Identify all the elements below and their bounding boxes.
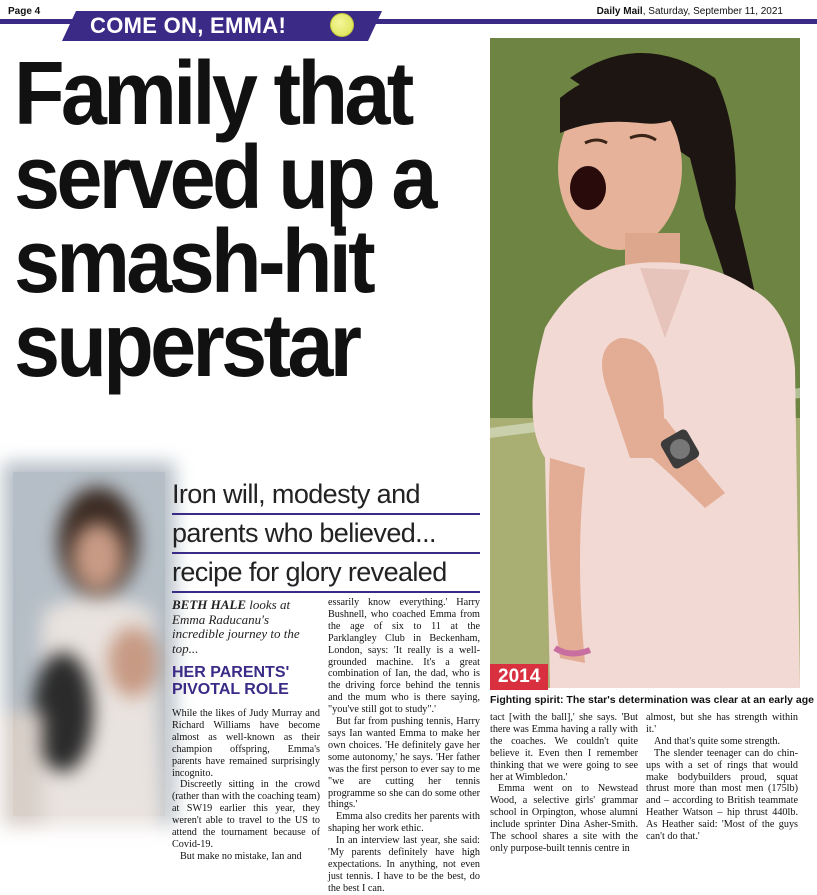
- standfirst-line: Iron will, modesty and: [172, 476, 480, 515]
- byline: [172, 598, 320, 656]
- body-column-4: [646, 712, 798, 843]
- body-paragraph: While the likes of Judy Murray and Richard Williams have become almost as well-known as their champion offspring, Emma's parents have remained surprisingly incognito.: [172, 708, 320, 779]
- body-paragraph: And that's quite some strength.: [654, 735, 781, 747]
- body-column-2: [328, 597, 480, 895]
- issue-date: , Saturday, September 11, 2021: [642, 6, 783, 17]
- paper-name: Daily Mail: [596, 6, 643, 17]
- headline-line: smash-hit: [14, 212, 372, 312]
- main-photo: [490, 38, 800, 688]
- body-column-1: [172, 598, 320, 863]
- byline-author: BETH HALE: [172, 597, 247, 612]
- subhead: HER PARENTS' PIVOTAL ROLE: [172, 664, 290, 698]
- folio-masthead: [597, 6, 783, 17]
- headline-line: served up a: [14, 128, 434, 228]
- body-paragraph: Discreetly sitting in the crowd (rather than with the coaching team) at SW19 earlier this year, they weren't able to travel to the US to attend the tournament because of Covid-19.: [172, 779, 320, 850]
- secondary-photo-blurred: [13, 472, 165, 816]
- standfirst-line: recipe for glory revealed: [172, 554, 480, 593]
- player-illustration: [490, 38, 800, 688]
- tennis-ball-icon: [330, 13, 354, 37]
- photo-caption: Fighting spirit: The star's determination was clear at an early age: [490, 694, 815, 706]
- headline-line: Family that: [14, 44, 411, 144]
- kicker-label: COME ON, EMMA!: [90, 13, 287, 38]
- page-number: Page 4: [8, 6, 41, 17]
- body-paragraph: Emma also credits her parents with shaping her work ethic.: [328, 811, 480, 835]
- body-paragraph: essarily know everything.' Harry Bushnell, who coached Emma from the age of six to 11 at the Parklangley Club in Beckenham, London, says: 'It really is a well-grounded machine. It's a great combination of Ian, the dad, who is the driving force behind the tennis and the mum who is there saying, "you've still got to study".': [328, 597, 480, 716]
- standfirst: [172, 476, 480, 593]
- body-paragraph: In an interview last year, she said: 'My parents definitely have high expectations. In anything, not even just tennis. I have to be the best, do the best I can.: [328, 835, 480, 894]
- body-paragraph: tact [with the ball],' she says. 'But there was Emma having a rally with the coaches. We couldn't quite believe it. Even then I remember thinking that we were going to see her at Wimbledon.': [490, 712, 638, 783]
- body-paragraph: almost, but she has strength within it.': [646, 712, 798, 735]
- body-paragraph: But make no mistake, Ian and: [180, 850, 302, 862]
- year-badge: 2014: [490, 664, 548, 690]
- body-paragraph: But far from pushing tennis, Harry says Ian wanted Emma to make her own choices. 'He definitely gave her some autonomy,' he says. 'Her father was the first person to ever say to me "we are cutting her tennis programme so she can do some other things.': [328, 716, 480, 811]
- byline-text: looks at Emma Raducanu's incredible journey to the top...: [172, 597, 300, 656]
- body-paragraph: Emma went on to Newstead Wood, a selective girls' grammar school in Orpington, whose alumni include sprinter Dina Asher-Smith. The school shares a site with the only purpose-built tennis centre in: [490, 783, 638, 854]
- standfirst-line: parents who believed...: [172, 515, 480, 554]
- headline: [14, 44, 446, 396]
- body-paragraph: The slender teenager can do chin-ups with a set of rings that would make bodybuilders proud, squat thrust more than most men (175lb) and – according to British teammate Heather Watson – hip thrust 440lb. As Heather said: 'Most of the guys can't do that.': [646, 747, 798, 843]
- body-column-3: [490, 712, 638, 855]
- headline-line: superstar: [14, 296, 359, 396]
